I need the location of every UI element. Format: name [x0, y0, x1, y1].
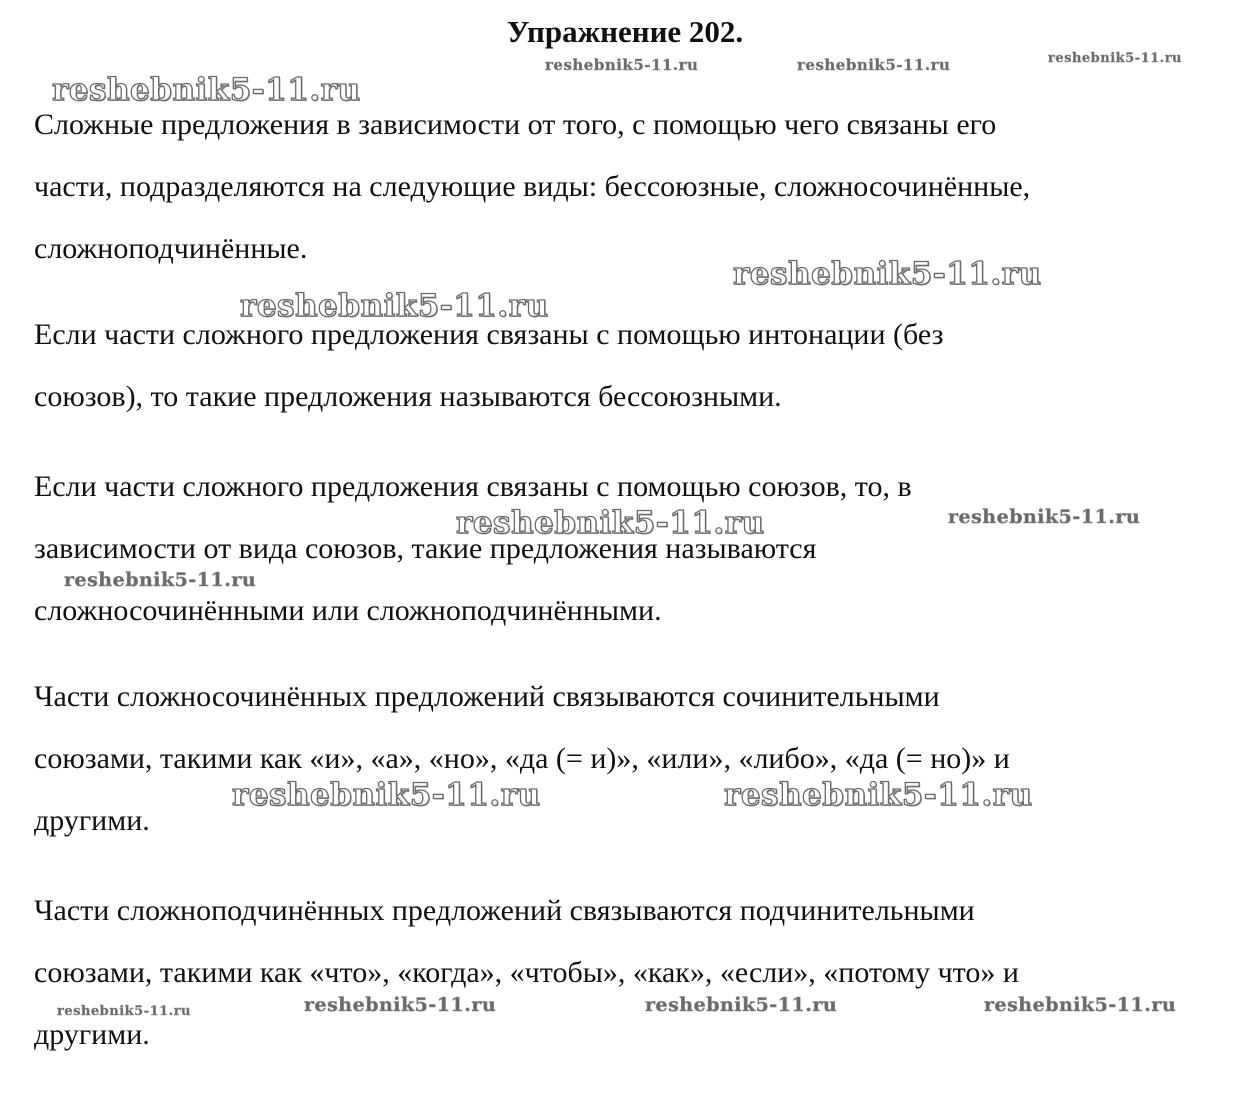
watermark: reshebnik5-11.ru: [948, 506, 1141, 528]
paragraph-line: Если части сложного предложения связаны с помощью союзов, то, в: [34, 470, 912, 503]
paragraph-line: другими.: [34, 1018, 150, 1051]
paragraph-4: [34, 666, 1224, 852]
paragraph-line: Части сложносочинённых предложений связываются сочинительными: [34, 680, 940, 713]
watermark: reshebnik5-11.ru: [1048, 51, 1183, 66]
watermark: reshebnik5-11.ru: [733, 256, 1042, 292]
watermark: reshebnik5-11.ru: [456, 505, 765, 541]
watermark: reshebnik5-11.ru: [545, 56, 699, 74]
paragraph-line: союзов), то такие предложения называются бессоюзными.: [34, 380, 782, 413]
watermark: reshebnik5-11.ru: [232, 777, 541, 813]
paragraph-line: зависимости от вида союзов, такие предложения называются: [34, 532, 817, 565]
watermark: reshebnik5-11.ru: [304, 994, 497, 1016]
paragraph-line: Если части сложного предложения связаны с помощью интонации (без: [34, 318, 944, 351]
paragraph-line: сложносочинёнными или сложноподчинёнными.: [34, 594, 662, 627]
watermark: reshebnik5-11.ru: [57, 1004, 192, 1019]
watermark: reshebnik5-11.ru: [724, 777, 1033, 813]
paragraph-line: Части сложноподчинённых предложений связываются подчинительными: [34, 894, 975, 927]
paragraph-line: союзами, такими как «и», «а», «но», «да (= и)», «или», «либо», «да (= но)» и: [34, 742, 1010, 775]
paragraph-line: Сложные предложения в зависимости от того, с помощью чего связаны его: [34, 108, 997, 141]
paragraph-1: [34, 94, 1224, 280]
exercise-title: Упражнение 202.: [506, 14, 744, 49]
watermark: reshebnik5-11.ru: [797, 56, 951, 74]
paragraph-line: части, подразделяются на следующие виды: бессоюзные, сложносочинённые,: [34, 170, 1031, 203]
watermark: reshebnik5-11.ru: [52, 72, 361, 108]
paragraph-2: [34, 304, 1224, 428]
paragraph-line: союзами, такими как «что», «когда», «чтобы», «как», «если», «потому что» и: [34, 956, 1019, 989]
paragraph-line: другими.: [34, 804, 150, 837]
paragraph-3: [34, 456, 1224, 642]
watermark: reshebnik5-11.ru: [645, 994, 838, 1016]
paragraph-line: сложноподчинённые.: [34, 232, 308, 265]
paragraph-5: [34, 880, 1224, 1066]
watermark: reshebnik5-11.ru: [64, 569, 257, 591]
watermark: reshebnik5-11.ru: [984, 994, 1177, 1016]
watermark: reshebnik5-11.ru: [240, 288, 549, 324]
